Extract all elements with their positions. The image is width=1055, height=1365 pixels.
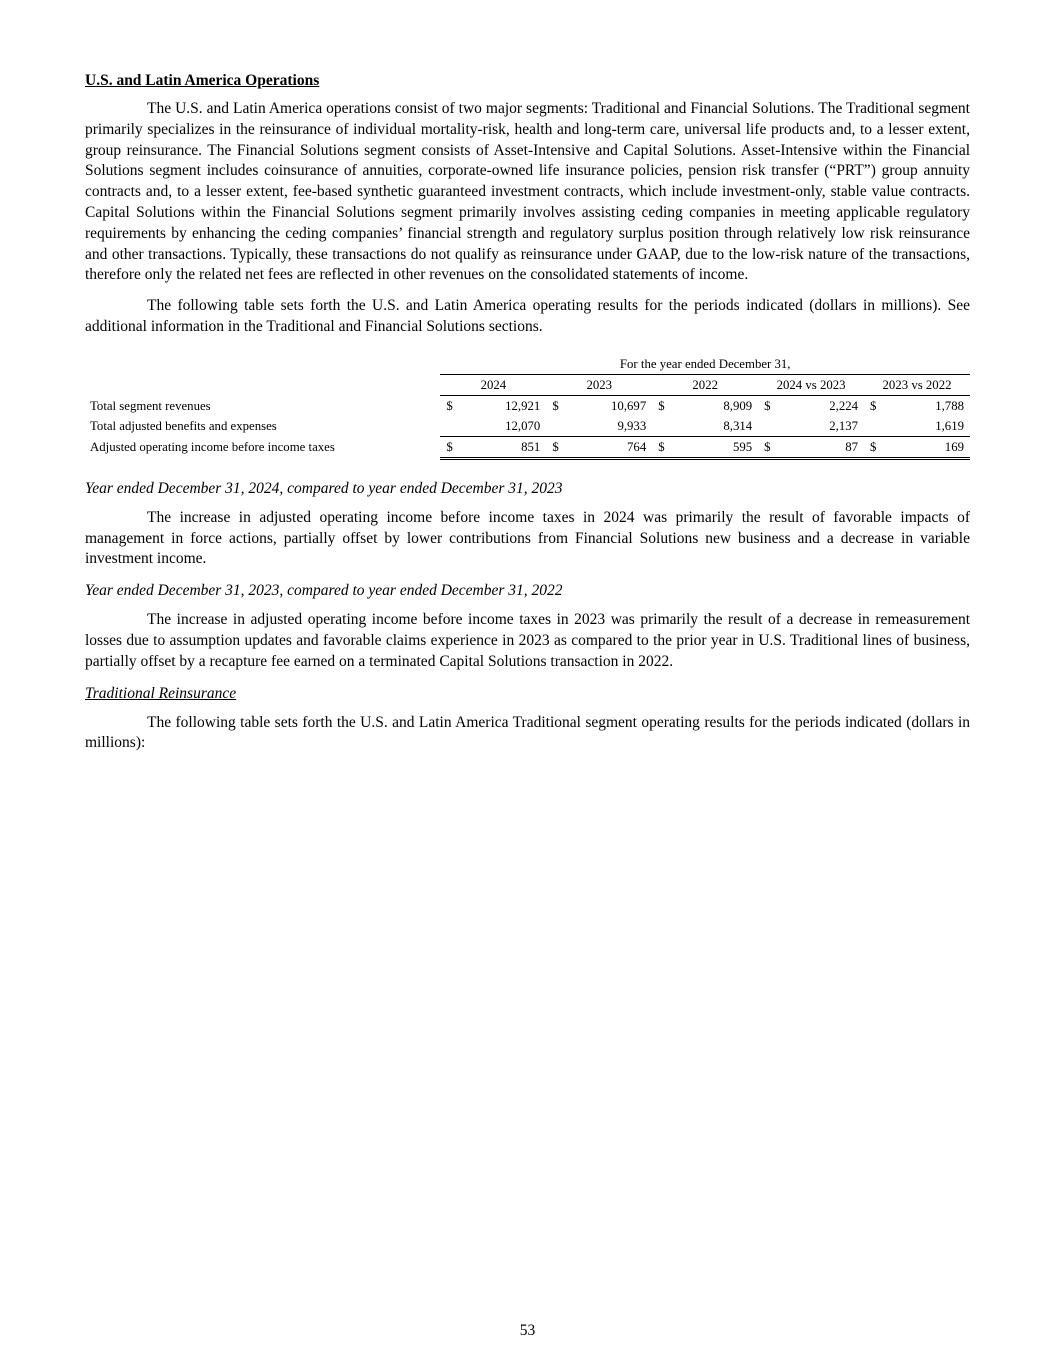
paragraph-2024-vs-2023: The increase in adjusted operating income before income taxes in 2024 was primarily the result of favorable impacts of management in force actions, partially offset by lower contributions from Financial Solutions new business and a decrease in variable investment income. (85, 508, 970, 568)
table-span-header: For the year ended December 31, (440, 354, 970, 375)
cell-value: 851 (466, 436, 546, 458)
section-heading: U.S. and Latin America Operations (85, 72, 320, 89)
row-label: Total segment revenues (90, 398, 211, 413)
currency-symbol: $ (652, 436, 677, 458)
table-row-total (85, 436, 970, 458)
currency-symbol (864, 416, 889, 437)
table-span-header-row (85, 354, 970, 375)
subheading-traditional-reinsurance: Traditional Reinsurance (85, 684, 237, 702)
table-intro-paragraph: The following table sets forth the U.S. and Latin America operating results for the periods indicated (dollars in millions). See additional information in the Traditional and Financial Solutions sections. (85, 297, 970, 335)
document-page (85, 70, 970, 764)
currency-symbol: $ (764, 398, 771, 413)
subheading-2024-vs-2023: Year ended December 31, 2024, compared to year ended December 31, 2023 (85, 479, 563, 497)
currency-symbol (652, 416, 677, 437)
cell-value: 169 (890, 436, 971, 458)
currency-symbol: $ (552, 398, 559, 413)
cell-value: 10,697 (611, 398, 647, 413)
currency-symbol: $ (546, 436, 571, 458)
currency-symbol: $ (440, 436, 465, 458)
currency-symbol: $ (658, 398, 665, 413)
cell-value: 8,909 (723, 398, 753, 413)
column-header: 2023 (546, 374, 652, 395)
column-header: 2024 (440, 374, 546, 395)
currency-symbol (546, 416, 571, 437)
page-number: 53 (519, 1322, 536, 1339)
currency-symbol (758, 416, 783, 437)
currency-symbol: $ (758, 436, 783, 458)
table-row (85, 395, 970, 416)
cell-value: 8,314 (723, 418, 753, 433)
column-header: 2024 vs 2023 (758, 374, 864, 395)
currency-symbol: $ (446, 398, 453, 413)
column-header: 2023 vs 2022 (864, 374, 970, 395)
cell-value: 764 (572, 436, 652, 458)
paragraph-2023-vs-2022: The increase in adjusted operating income before income taxes in 2023 was primarily the result of a decrease in remeasurement losses due to assumption updates and favorable claims experience in 2023 as compared to the prior year in U.S. Traditional lines of business, partially offset by a recapture fee earned on a terminated Capital Solutions transaction in 2022. (85, 611, 970, 670)
currency-symbol: $ (864, 436, 889, 458)
table-column-header-row (85, 374, 970, 395)
cell-value: 9,933 (617, 418, 647, 433)
cell-value: 2,137 (829, 418, 859, 433)
currency-symbol (440, 416, 465, 437)
row-label: Adjusted operating income before income taxes (90, 440, 335, 455)
cell-value: 1,619 (935, 418, 964, 433)
cell-value: 2,224 (829, 398, 859, 413)
subheading-2023-vs-2022: Year ended December 31, 2023, compared to year ended December 31, 2022 (85, 582, 563, 600)
intro-paragraph: The U.S. and Latin America operations consist of two major segments: Traditional and Financial Solutions. The Traditional segment primarily specializes in the reinsurance of individual mortality-risk, health and long-term care, universal life products and, to a lesser extent, group reinsurance. The Financial Solutions segment consists of Asset-Intensive and Capital Solutions. Asset-Intensive within the Financial Solutions segment includes coinsurance of annuities, corporate-owned life insurance policies, pension risk transfer (“PRT”) group annuity contracts and, to a lesser extent, fee-based synthetic guaranteed investment contracts, which include investment-only, stable value contracts. Capital Solutions within the Financial Solutions segment primarily involves assisting ceding companies in meeting applicable regulatory requirements by enhancing the ceding companies’ financial strength and regulatory surplus position through relatively low risk reinsurance and other transactions. Typically, these transactions do not qualify as reinsurance under GAAP, due to the low-risk nature of the transactions, therefore only the related net fees are reflected in other revenues on the consolidated statements of income. (85, 100, 970, 284)
cell-value: 87 (784, 436, 864, 458)
cell-value: 1,788 (935, 398, 964, 413)
cell-value: 12,921 (505, 398, 541, 413)
table-row (85, 416, 970, 437)
cell-value: 595 (678, 436, 758, 458)
cell-value: 12,070 (505, 418, 541, 433)
column-header: 2022 (652, 374, 758, 395)
row-label: Total adjusted benefits and expenses (90, 419, 277, 434)
traditional-table-intro: The following table sets forth the U.S. and Latin America Traditional segment operating results for the periods indicated (dollars in millions): (85, 713, 970, 752)
currency-symbol: $ (870, 398, 877, 413)
operating-results-table (85, 354, 970, 460)
